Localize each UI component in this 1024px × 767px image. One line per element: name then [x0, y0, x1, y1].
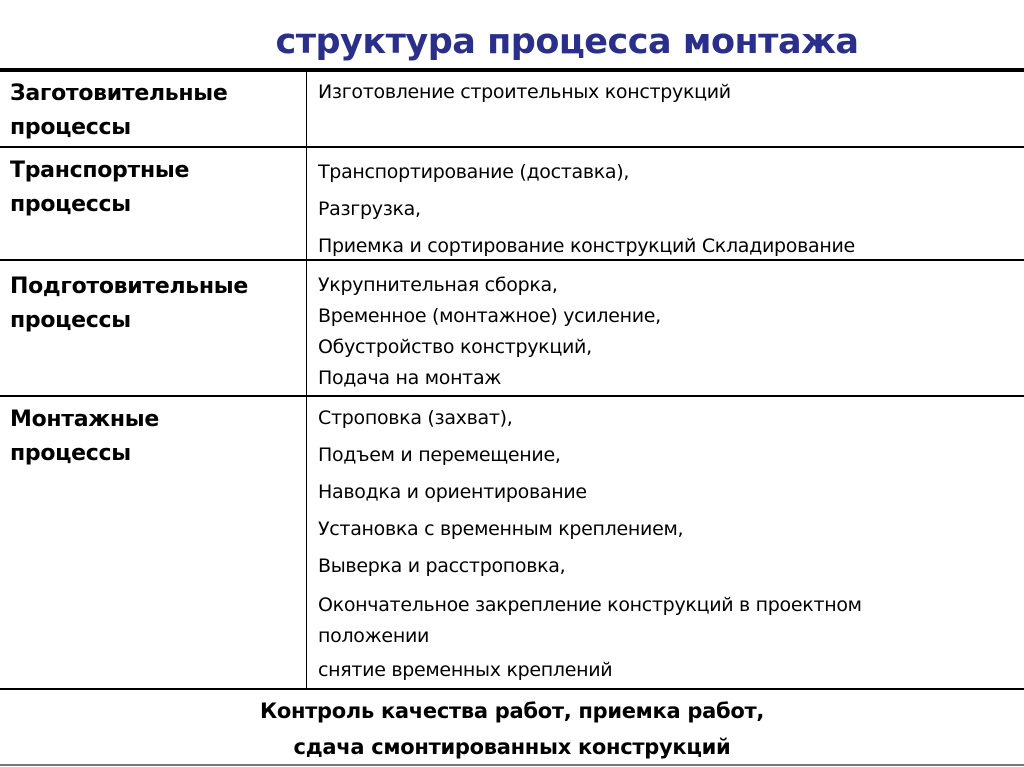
items-cell: [318, 400, 862, 690]
category-cell: [10, 403, 159, 471]
category-cell: [10, 77, 228, 145]
list-item: Изготовление строительных конструкций: [318, 81, 731, 103]
list-item: Разгрузка,: [318, 198, 421, 220]
row-divider: [0, 146, 1024, 148]
category-label: Подготовительные: [10, 274, 249, 299]
page-title: структура процесса монтажа: [275, 22, 859, 62]
category-label: процессы: [10, 115, 131, 140]
items-cell: [318, 154, 855, 265]
category-label: Транспортные: [10, 158, 190, 183]
list-item: Транспортирование (доставка),: [318, 161, 630, 183]
list-item: Приемка и сортирование конструкций Складирование: [318, 235, 855, 257]
category-label: процессы: [10, 441, 131, 466]
table-top-border: [0, 68, 1024, 72]
list-item: Выверка и расстроповка,: [318, 555, 566, 577]
category-cell: [10, 154, 189, 222]
list-item: Наводка и ориентирование: [318, 481, 587, 503]
category-label: Заготовительные: [10, 81, 228, 106]
items-cell: [318, 270, 661, 394]
category-cell: [10, 270, 248, 338]
list-item: Окончательное закрепление конструкций в проектном: [318, 594, 862, 616]
list-item: Установка с временным креплением,: [318, 518, 684, 540]
table-bottom-border: [0, 764, 1024, 766]
list-item: Подъем и перемещение,: [318, 444, 561, 466]
category-label: Монтажные: [10, 407, 160, 432]
list-item: Укрупнительная сборка,: [318, 274, 558, 296]
items-cell: [318, 78, 731, 106]
list-item: Временное (монтажное) усиление,: [318, 305, 661, 327]
list-item: Подача на монтаж: [318, 367, 502, 389]
list-item: снятие временных креплений: [318, 659, 613, 681]
list-item: Строповка (захват),: [318, 407, 513, 429]
footer-line: Контроль качества работ, приемка работ,: [259, 699, 765, 723]
list-item: Обустройство конструкций,: [318, 336, 592, 358]
column-divider: [306, 70, 307, 689]
category-label: процессы: [10, 308, 131, 333]
footer-line: сдача смонтированных конструкций: [293, 735, 731, 759]
row-divider: [0, 395, 1024, 397]
list-item: положении: [318, 625, 430, 647]
category-label: процессы: [10, 192, 131, 217]
